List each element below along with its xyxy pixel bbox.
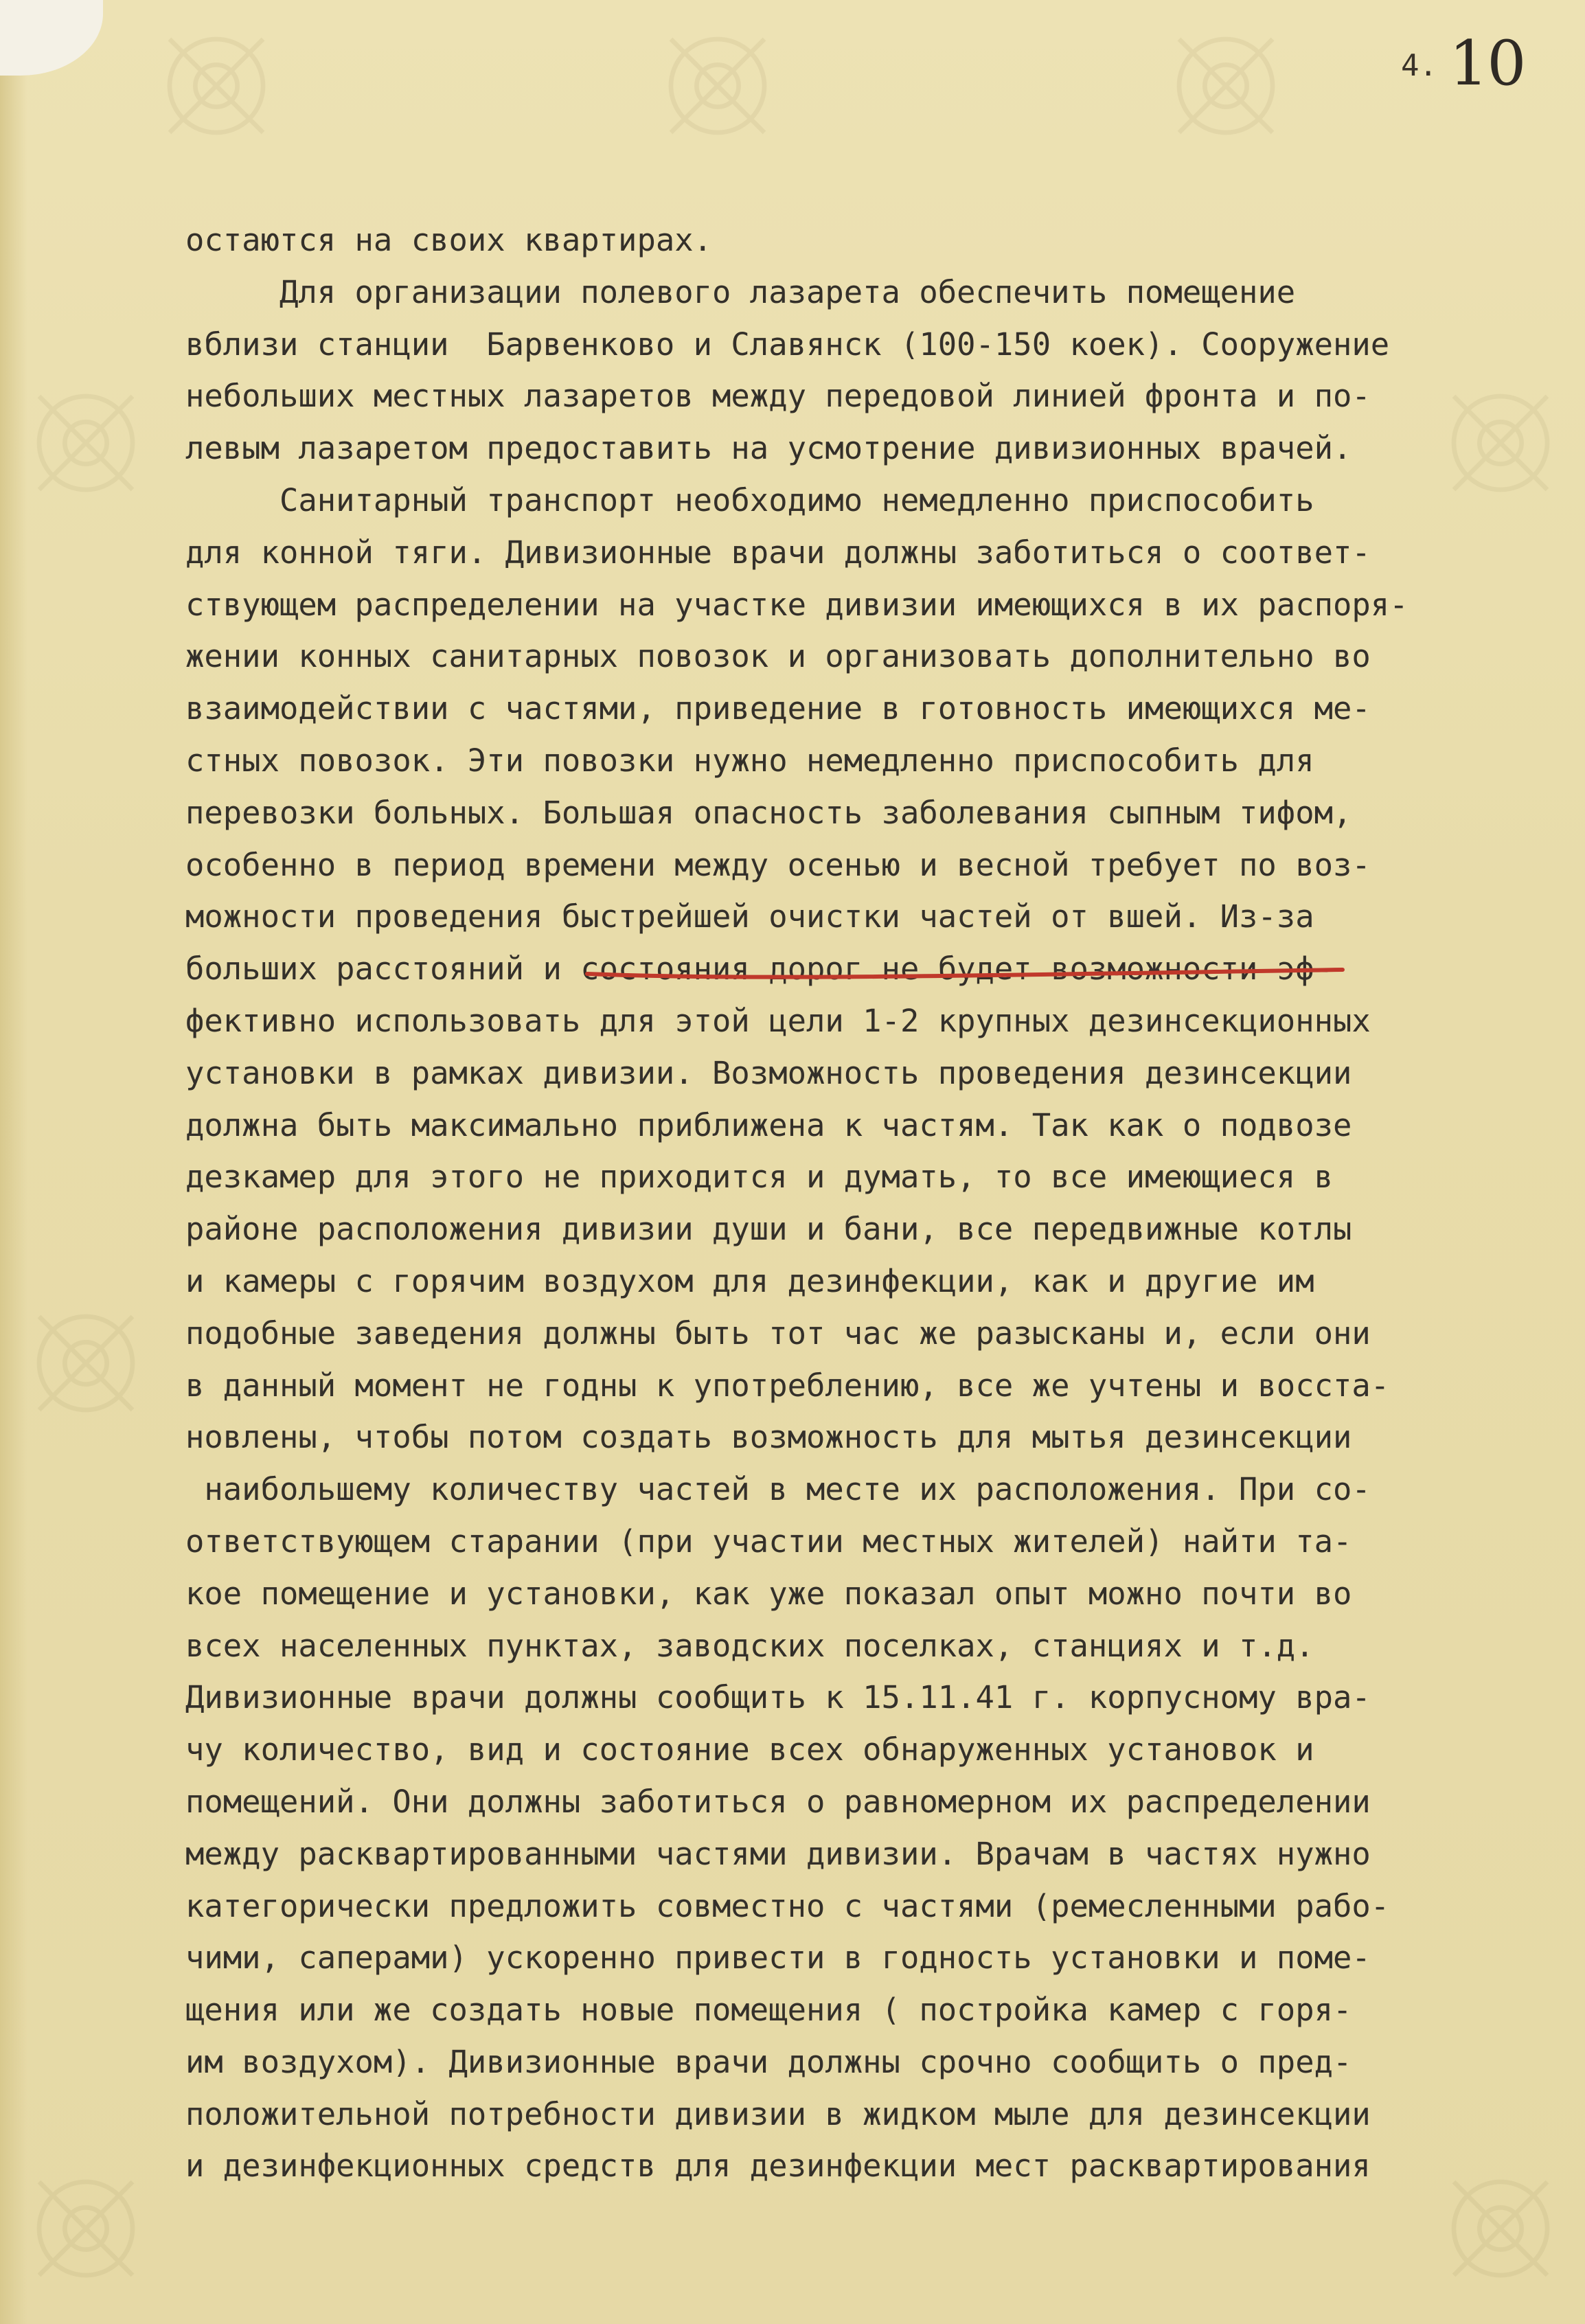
text-line: остаются на своих квартирах.: [185, 222, 713, 258]
typed-page-number: 4.: [1401, 48, 1437, 83]
text-line: левым лазаретом предоставить на усмотрение дивизионных врачей.: [185, 430, 1352, 467]
text-line: наибольшему количеству частей в месте их расположения. При со-: [185, 1471, 1371, 1508]
text-line: и дезинфекционных средств для дезинфекции мест расквартирования: [185, 2148, 1371, 2185]
text-line: дезкамер для этого не приходится и думать, то все имеющиеся в: [185, 1159, 1333, 1196]
watermark-emblem-icon: [27, 2170, 144, 2287]
text-line: можности проведения быстрейшей очистки частей от вшей. Из-за: [185, 898, 1314, 935]
watermark-emblem-icon: [1167, 27, 1284, 144]
text-line: жении конных санитарных повозок и организовать дополнительно во: [185, 638, 1371, 675]
page-edge-shadow: [0, 0, 27, 2324]
typed-body-text: [185, 214, 1573, 2192]
text-line: ствующем распределении на участке дивизии имеющихся в их распоря-: [185, 586, 1409, 623]
text-line: вблизи станции Барвенково и Славянск (100-150 коек). Сооружение: [185, 326, 1390, 363]
watermark-emblem-icon: [27, 1305, 144, 1422]
text-line: перевозки больных. Большая опасность заболевания сыпным тифом,: [185, 794, 1352, 831]
text-line: фективно использовать для этой цели 1-2 крупных дезинсекционных: [185, 1002, 1371, 1039]
text-line: чими, саперами) ускоренно привести в годность установки и поме-: [185, 1939, 1371, 1976]
text-line: установки в рамках дивизии. Возможность проведения дезинсекции: [185, 1054, 1352, 1091]
text-line: Санитарный транспорт необходимо немедленно приспособить: [185, 481, 1314, 519]
watermark-emblem-icon: [27, 385, 144, 501]
text-line: небольших местных лазаретов между передовой линией фронта и по-: [185, 378, 1371, 415]
text-line: взаимодействии с частями, приведение в готовность имеющихся ме-: [185, 690, 1371, 727]
text-line: и камеры с горячим воздухом для дезинфекции, как и другие им: [185, 1262, 1314, 1299]
text-line: ответствующем старании (при участии местных жителей) найти та-: [185, 1523, 1352, 1560]
torn-corner: [0, 0, 103, 76]
text-line: районе расположения дивизии души и бани, все передвижные котлы: [185, 1211, 1352, 1248]
text-line: всех населенных пунктах, заводских поселках, станциях и т.д.: [185, 1627, 1314, 1664]
text-line: помещений. Они должны заботиться о равномерном их распределении: [185, 1783, 1371, 1820]
text-line: для конной тяги. Дивизионные врачи должны заботиться о соответ-: [185, 534, 1371, 571]
text-line: стных повозок. Эти повозки нужно немедленно приспособить для: [185, 742, 1314, 779]
text-line: новлены, чтобы потом создать возможность для мытья дезинсекции: [185, 1419, 1352, 1456]
text-line: им воздухом). Дивизионные врачи должны срочно сообщить о пред-: [185, 2043, 1352, 2080]
text-line: особенно в период времени между осенью и весной требует по воз-: [185, 846, 1371, 883]
text-line: Для организации полевого лазарета обеспечить помещение: [185, 273, 1296, 310]
text-line: щения или же создать новые помещения ( постройка камер с горя-: [185, 1992, 1352, 2029]
text-line: Дивизионные врачи должны сообщить к 15.11.41 г. корпусному вра-: [185, 1679, 1371, 1716]
watermark-emblem-icon: [158, 27, 275, 144]
handwritten-folio-number: 10: [1449, 27, 1525, 100]
text-line: подобные заведения должны быть тот час же разысканы и, если они: [185, 1314, 1371, 1352]
text-line: в данный момент не годны к употреблению, все же учтены и восста-: [185, 1367, 1390, 1404]
text-line: между расквартированными частями дивизии. Врачам в частях нужно: [185, 1835, 1371, 1872]
text-line: больших расстояний и состояния дорог не будет возможности эф-: [185, 950, 1333, 988]
watermark-emblem-icon: [659, 27, 776, 144]
text-line: положительной потребности дивизии в жидком мыле для дезинсекции: [185, 2095, 1371, 2132]
text-line: кое помещение и установки, как уже показал опыт можно почти во: [185, 1575, 1352, 1612]
text-line: чу количество, вид и состояние всех обнаруженных установок и: [185, 1731, 1314, 1768]
text-line: категорически предложить совместно с частями (ремесленными рабо-: [185, 1887, 1390, 1924]
text-line: должна быть максимально приближена к частям. Так как о подвозе: [185, 1106, 1352, 1143]
